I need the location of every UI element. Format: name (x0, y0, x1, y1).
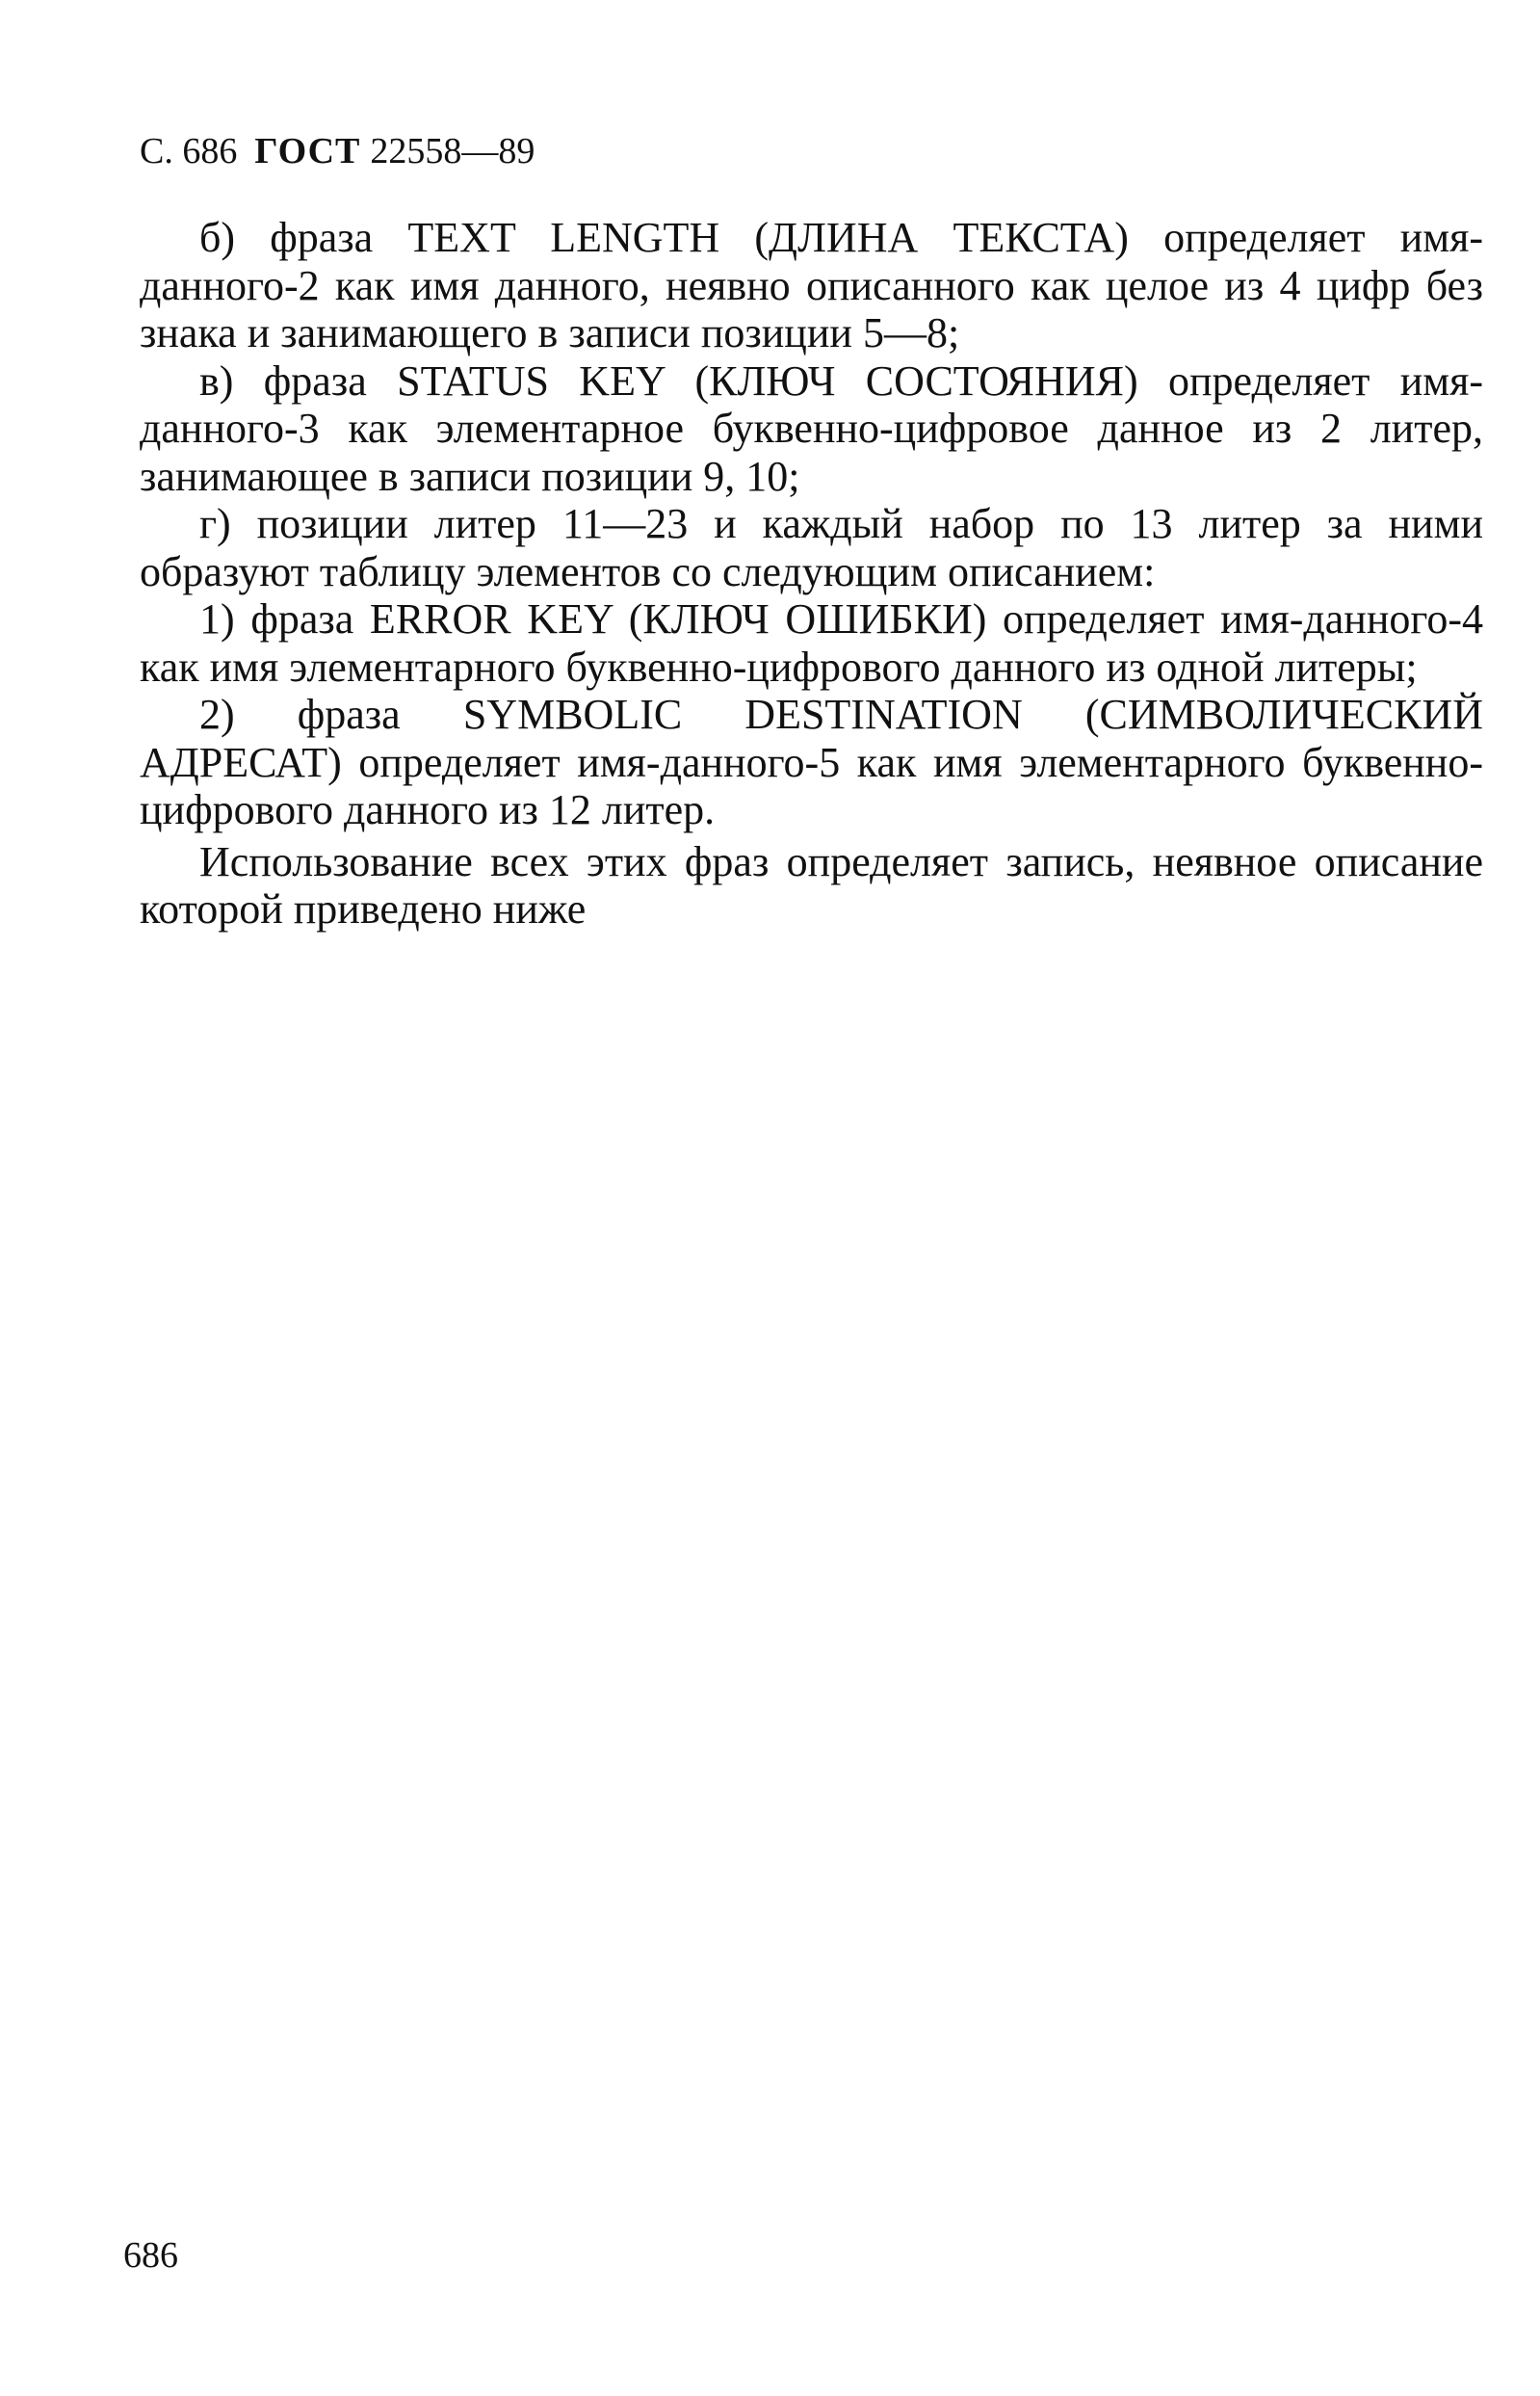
body-text (140, 214, 1483, 934)
paragraph-1: 1) фраза ERROR KEY (КЛЮЧ ОШИБКИ) определяет имя-данного-4 как имя элементарного буквенно-цифрового данного из одной литеры; (140, 595, 1483, 691)
paragraph-summary: Использование всех этих фраз определяет запись, неявное описание которой приведено ниже (140, 837, 1483, 933)
standard-number: 22558—89 (370, 131, 535, 171)
page-header (140, 127, 535, 175)
page-prefix: С. 686 (140, 131, 238, 171)
paragraph-2: 2) фраза SYMBOLIC DESTINATION (СИМВОЛИЧЕСКИЙ АДРЕСАТ) определяет имя-данного-5 как имя элементарного буквенно-цифрового данного из 12 литер. (140, 691, 1483, 833)
standard-label: ГОСТ (254, 131, 361, 171)
page-number: 686 (123, 2235, 178, 2276)
paragraph-v: в) фраза STATUS KEY (КЛЮЧ СОСТОЯНИЯ) определяет имя-данного-3 как элементарное буквенно-цифровое данное из 2 литер, занимающее в записи позиции 9, 10; (140, 356, 1483, 500)
paragraph-g: г) позиции литер 11—23 и каждый набор по 13 литер за ними образуют таблицу элементов со следующим описанием: (140, 500, 1483, 595)
paragraph-b: б) фраза TEXT LENGTH (ДЛИНА ТЕКСТА) определяет имя-данного-2 как имя данного, неявно описанного как целое из 4 цифр без знака и занимающего в записи позиции 5—8; (140, 214, 1483, 356)
